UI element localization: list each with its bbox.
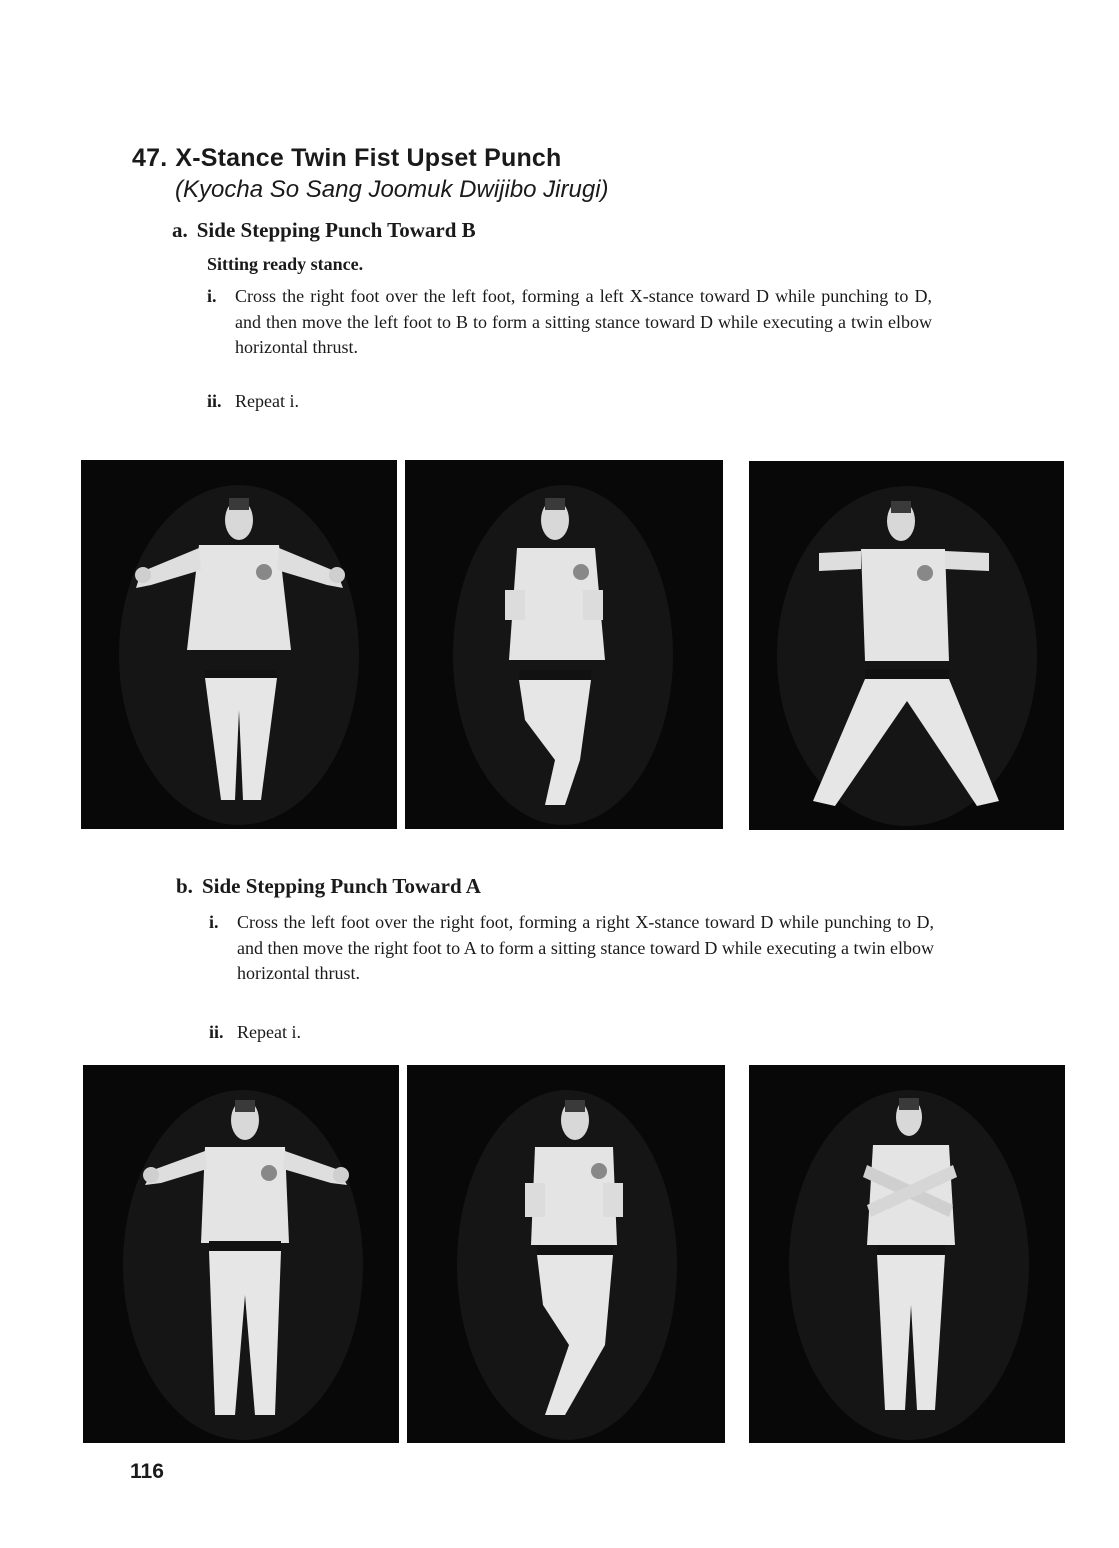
step-marker: ii. <box>207 391 222 411</box>
part-b-heading-text: Side Stepping Punch Toward A <box>201 874 481 898</box>
step-marker: i. <box>207 286 217 306</box>
section-title-text: X-Stance Twin Fist Upset Punch <box>175 144 562 172</box>
section-title <box>132 144 562 173</box>
page-number: 116 <box>130 1460 164 1483</box>
figure-crossed-arms <box>749 1065 1065 1443</box>
figure-arms-out <box>81 460 397 829</box>
section-subtitle: (Kyocha So Sang Joomuk Dwijibo Jirugi) <box>175 176 609 203</box>
step-text: Repeat i. <box>235 391 299 411</box>
part-a-heading <box>172 218 476 243</box>
photo-b-2 <box>407 1065 725 1443</box>
photo-b-3 <box>749 1065 1065 1443</box>
part-a-letter: a. <box>172 218 188 242</box>
step-text: Cross the right foot over the left foot, forming a left X-stance toward D while punching to D, and then move the left foot to B to form a sitting stance toward D while executing a twin elbow horizontal thrust. <box>235 286 932 357</box>
figure-x-stance <box>405 460 723 829</box>
part-b-heading <box>176 874 481 899</box>
step-text: Repeat i. <box>237 1022 301 1042</box>
step-marker: ii. <box>209 1022 224 1042</box>
figure-sitting-stance <box>749 461 1064 830</box>
photo-a-1 <box>81 460 397 829</box>
photo-a-3 <box>749 461 1064 830</box>
part-b-letter: b. <box>176 874 193 898</box>
part-b-step-2 <box>209 1020 934 1046</box>
figure-arms-out <box>83 1065 399 1443</box>
section-number: 47. <box>132 144 168 172</box>
photo-a-2 <box>405 460 723 829</box>
part-a-step-2 <box>207 389 932 415</box>
part-b-step-1 <box>209 910 934 987</box>
ready-stance: Sitting ready stance. <box>207 254 364 274</box>
part-a-heading-text: Side Stepping Punch Toward B <box>196 218 476 242</box>
part-a-step-1 <box>207 284 932 361</box>
step-text: Cross the left foot over the right foot, forming a right X-stance toward D while punching to D, and then move the right foot to A to form a sitting stance toward D while executing a twin elbow horizontal thrust. <box>237 912 934 983</box>
photo-b-1 <box>83 1065 399 1443</box>
step-marker: i. <box>209 912 219 932</box>
figure-x-stance <box>407 1065 725 1443</box>
